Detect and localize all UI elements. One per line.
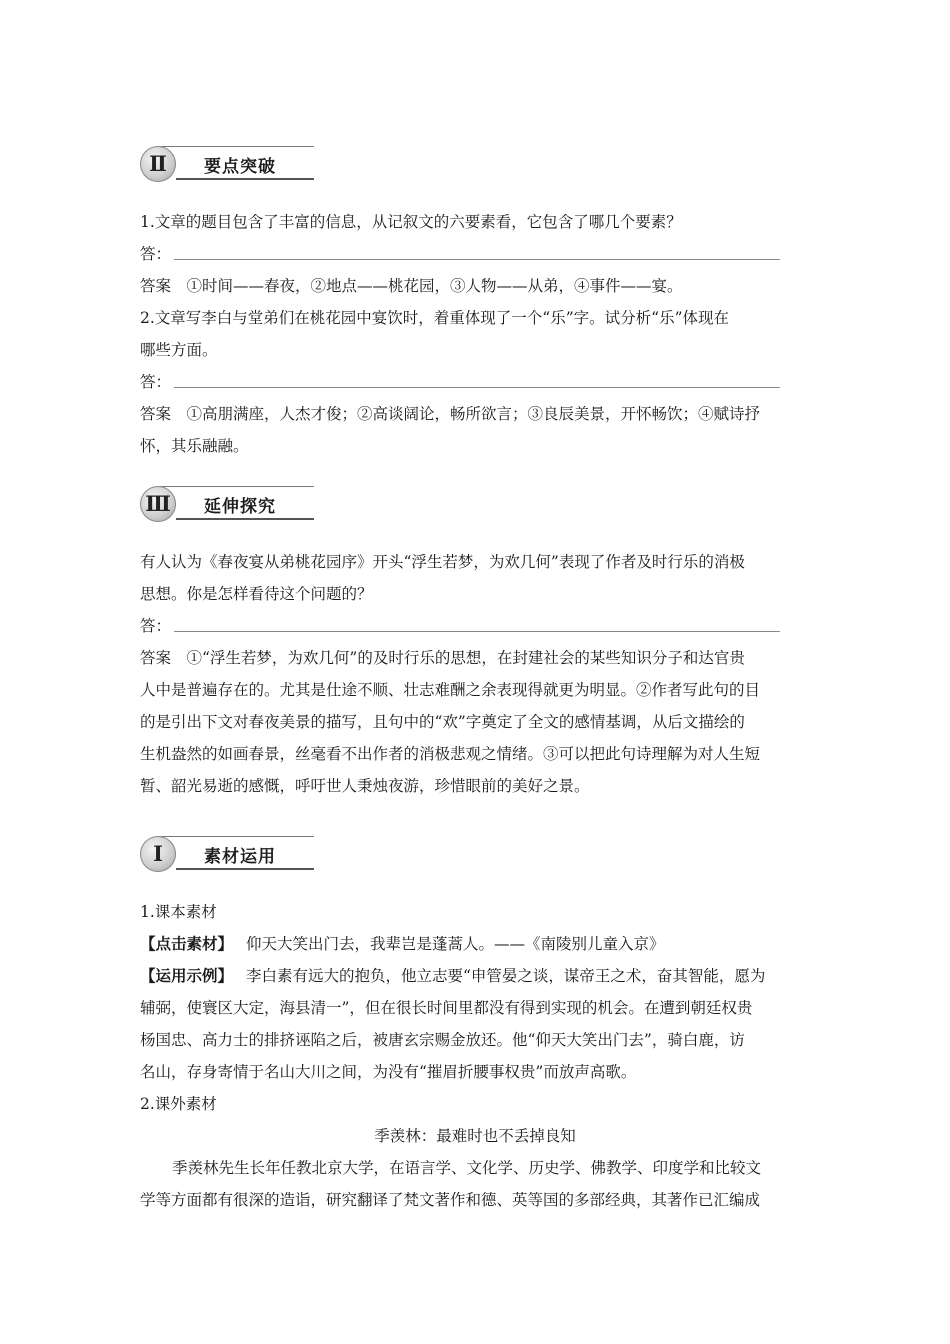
extension-answer-line-3: 的是引出下文对春夜美景的描写，且句中的“欢”字奠定了全文的感情基调，从后文描绘的 bbox=[140, 713, 745, 731]
question-2-line-2: 哪些方面。 bbox=[140, 341, 218, 359]
answer-underline bbox=[174, 631, 780, 632]
article-title: 季羡林：最难时也不丢掉良知 bbox=[374, 1127, 576, 1145]
header-rule-top bbox=[158, 146, 314, 147]
extension-answer-line-4: 生机盎然的如画春景，丝毫看不出作者的消极悲观之情绪。③可以把此句诗理解为对人生短 bbox=[140, 745, 761, 763]
usage-example-text: 李白素有远大的抱负，他立志要“申管晏之谈，谋帝王之术，奋其智能，愿为 bbox=[245, 967, 766, 985]
answer-underline bbox=[174, 387, 780, 388]
section-header-extension bbox=[140, 486, 315, 522]
subheading-textbook-material: 1.课本素材 bbox=[140, 903, 217, 921]
answer-line-2 bbox=[140, 372, 780, 392]
question-2-line-1: 2.文章写李白与堂弟们在桃花园中宴饮时，着重体现了一个“乐”字。试分析“乐”体现在 bbox=[140, 309, 729, 327]
answer-underline bbox=[174, 259, 780, 260]
usage-example-line-3: 杨国忠、高力士的排挤诬陷之后，被唐玄宗赐金放还。他“仰天大笑出门去”，骑白鹿，访 bbox=[140, 1031, 745, 1049]
extension-answer-line-5: 暂、韶光易逝的感慨，呼吁世人秉烛夜游，珍惜眼前的美好之景。 bbox=[140, 777, 590, 795]
answer-2-line-1: 答案 ①高朋满座，人杰才俊；②高谈阔论，畅所欲言；③良辰美景，开怀畅饮；④赋诗抒 bbox=[140, 405, 761, 423]
extension-question-line-1: 有人认为《春夜宴从弟桃花园序》开头“浮生若梦，为欢几何”表现了作者及时行乐的消极 bbox=[140, 553, 745, 571]
header-rule-top bbox=[158, 836, 314, 837]
article-paragraph-line-1: 季羡林先生长年任教北京大学，在语言学、文化学、历史学、佛教学、印度学和比较文 bbox=[172, 1159, 762, 1177]
answer-1: 答案 ①时间——春夜，②地点——桃花园，③人物——从弟，④事件——宴。 bbox=[140, 277, 683, 295]
usage-example-line-4: 名山，存身寄情于名山大川之间，为没有“摧眉折腰事权贵”而放声高歌。 bbox=[140, 1063, 637, 1081]
roman-numeral-badge: Ⅱ bbox=[140, 146, 176, 182]
section-header-key-points bbox=[140, 146, 315, 182]
header-rule-bottom bbox=[176, 868, 314, 870]
header-rule-bottom bbox=[176, 518, 314, 520]
answer-2-line-2: 怀，其乐融融。 bbox=[140, 437, 249, 455]
usage-example-row bbox=[140, 966, 765, 986]
section-header-materials bbox=[140, 836, 315, 872]
article-paragraph-line-2: 学等方面都有很深的造诣，研究翻译了梵文著作和德、英等国的多部经典，其著作已汇编成 bbox=[140, 1191, 761, 1209]
section-title: 延伸探究 bbox=[204, 497, 276, 517]
header-rule-bottom bbox=[176, 178, 314, 180]
answer-prompt: 答： bbox=[140, 617, 172, 635]
subheading-extra-material: 2.课外素材 bbox=[140, 1095, 217, 1113]
click-material-text: 仰天大笑出门去，我辈岂是蓬蒿人。——《南陵别儿童入京》 bbox=[245, 935, 665, 953]
question-1: 1.文章的题目包含了丰富的信息，从记叙文的六要素看，它包含了哪几个要素？ bbox=[140, 213, 682, 231]
extension-answer-line-2: 人中是普遍存在的。尤其是仕途不顺、壮志难酬之余表现得就更为明显。②作者写此句的目 bbox=[140, 681, 761, 699]
usage-example-label: 【运用示例】 bbox=[140, 966, 234, 985]
section-title: 要点突破 bbox=[204, 157, 276, 177]
roman-numeral-badge: Ⅰ bbox=[140, 836, 176, 872]
usage-example-line-2: 辅弼，使寰区大定，海县清一”，但在很长时间里都没有得到实现的机会。在遭到朝廷权贵 bbox=[140, 999, 753, 1017]
answer-line-3 bbox=[140, 616, 780, 636]
header-rule-top bbox=[158, 486, 314, 487]
roman-numeral-badge: Ⅲ bbox=[140, 486, 176, 522]
answer-prompt: 答： bbox=[140, 245, 172, 263]
extension-question-line-2: 思想。你是怎样看待这个问题的？ bbox=[140, 585, 373, 603]
section-title: 素材运用 bbox=[204, 847, 276, 867]
answer-prompt: 答： bbox=[140, 373, 172, 391]
extension-answer-line-1: 答案 ①“浮生若梦，为欢几何”的及时行乐的思想，在封建社会的某些知识分子和达官贵 bbox=[140, 649, 745, 667]
answer-line-1 bbox=[140, 244, 780, 264]
click-material-label: 【点击素材】 bbox=[140, 934, 234, 953]
click-material-row bbox=[140, 934, 664, 954]
